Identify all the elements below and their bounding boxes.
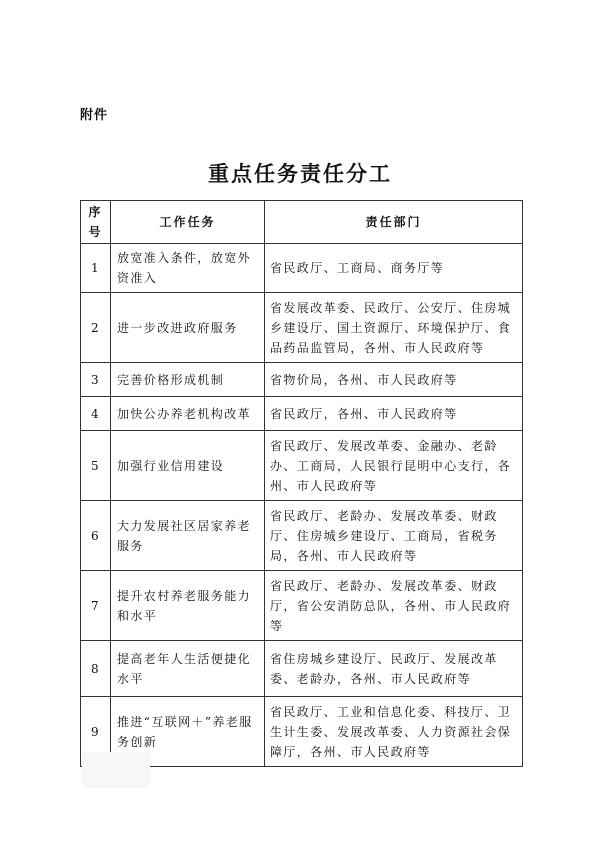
row-task: 进一步改进政府服务 (111, 293, 265, 363)
row-number: 3 (81, 363, 111, 397)
row-dept: 省民政厅、老龄办、发展改革委、财政厅、住房城乡建设厅、工商局，省税务局，各州、市人民政府等 (265, 501, 523, 571)
header-no: 序号 (81, 201, 111, 244)
scan-smudge (82, 752, 150, 788)
row-task: 放宽准入条件，放宽外资准入 (111, 244, 265, 293)
table-row (81, 501, 523, 571)
row-number: 7 (81, 571, 111, 641)
header-task: 工作任务 (111, 201, 265, 244)
row-number: 2 (81, 293, 111, 363)
row-task: 提升农村养老服务能力和水平 (111, 571, 265, 641)
table-row (81, 244, 523, 293)
table-row (81, 397, 523, 431)
table-row (81, 431, 523, 501)
responsibility-table (80, 200, 523, 767)
row-dept: 省民政厅、发展改革委、金融办、老龄办、工商局，人民银行昆明中心支行，各州、市人民政府等 (265, 431, 523, 501)
row-dept: 省民政厅、老龄办、发展改革委、财政厅，省公安消防总队，各州、市人民政府等 (265, 571, 523, 641)
row-number: 6 (81, 501, 111, 571)
attachment-label: 附件 (80, 108, 109, 123)
row-task: 完善价格形成机制 (111, 363, 265, 397)
row-dept: 省民政厅、工商局、商务厅等 (265, 244, 523, 293)
page-title: 重点任务责任分工 (208, 161, 392, 186)
row-task: 提高老年人生活便捷化水平 (111, 641, 265, 697)
header-dept: 责任部门 (265, 201, 523, 244)
row-dept: 省住房城乡建设厅、民政厅、发展改革委、老龄办，各州、市人民政府等 (265, 641, 523, 697)
table-header-row (81, 201, 523, 244)
table-row (81, 571, 523, 641)
row-task: 加快公办养老机构改革 (111, 397, 265, 431)
row-number: 8 (81, 641, 111, 697)
row-number: 4 (81, 397, 111, 431)
row-dept: 省民政厅，各州、市人民政府等 (265, 397, 523, 431)
row-task: 大力发展社区居家养老服务 (111, 501, 265, 571)
row-dept: 省物价局，各州、市人民政府等 (265, 363, 523, 397)
row-task: 推进“互联网＋”养老服务创新 (111, 697, 265, 767)
table-row (81, 641, 523, 697)
row-dept: 省民政厅、工业和信息化委、科技厅、卫生计生委、发展改革委、人力资源社会保障厅，各州、市人民政府等 (265, 697, 523, 767)
row-number: 1 (81, 244, 111, 293)
row-number: 9 (81, 697, 111, 767)
row-number: 5 (81, 431, 111, 501)
table-row (81, 363, 523, 397)
row-dept: 省发展改革委、民政厅、公安厅、住房城乡建设厅、国土资源厅、环境保护厅、食品药品监管局，各州、市人民政府等 (265, 293, 523, 363)
table-row (81, 293, 523, 363)
row-task: 加强行业信用建设 (111, 431, 265, 501)
